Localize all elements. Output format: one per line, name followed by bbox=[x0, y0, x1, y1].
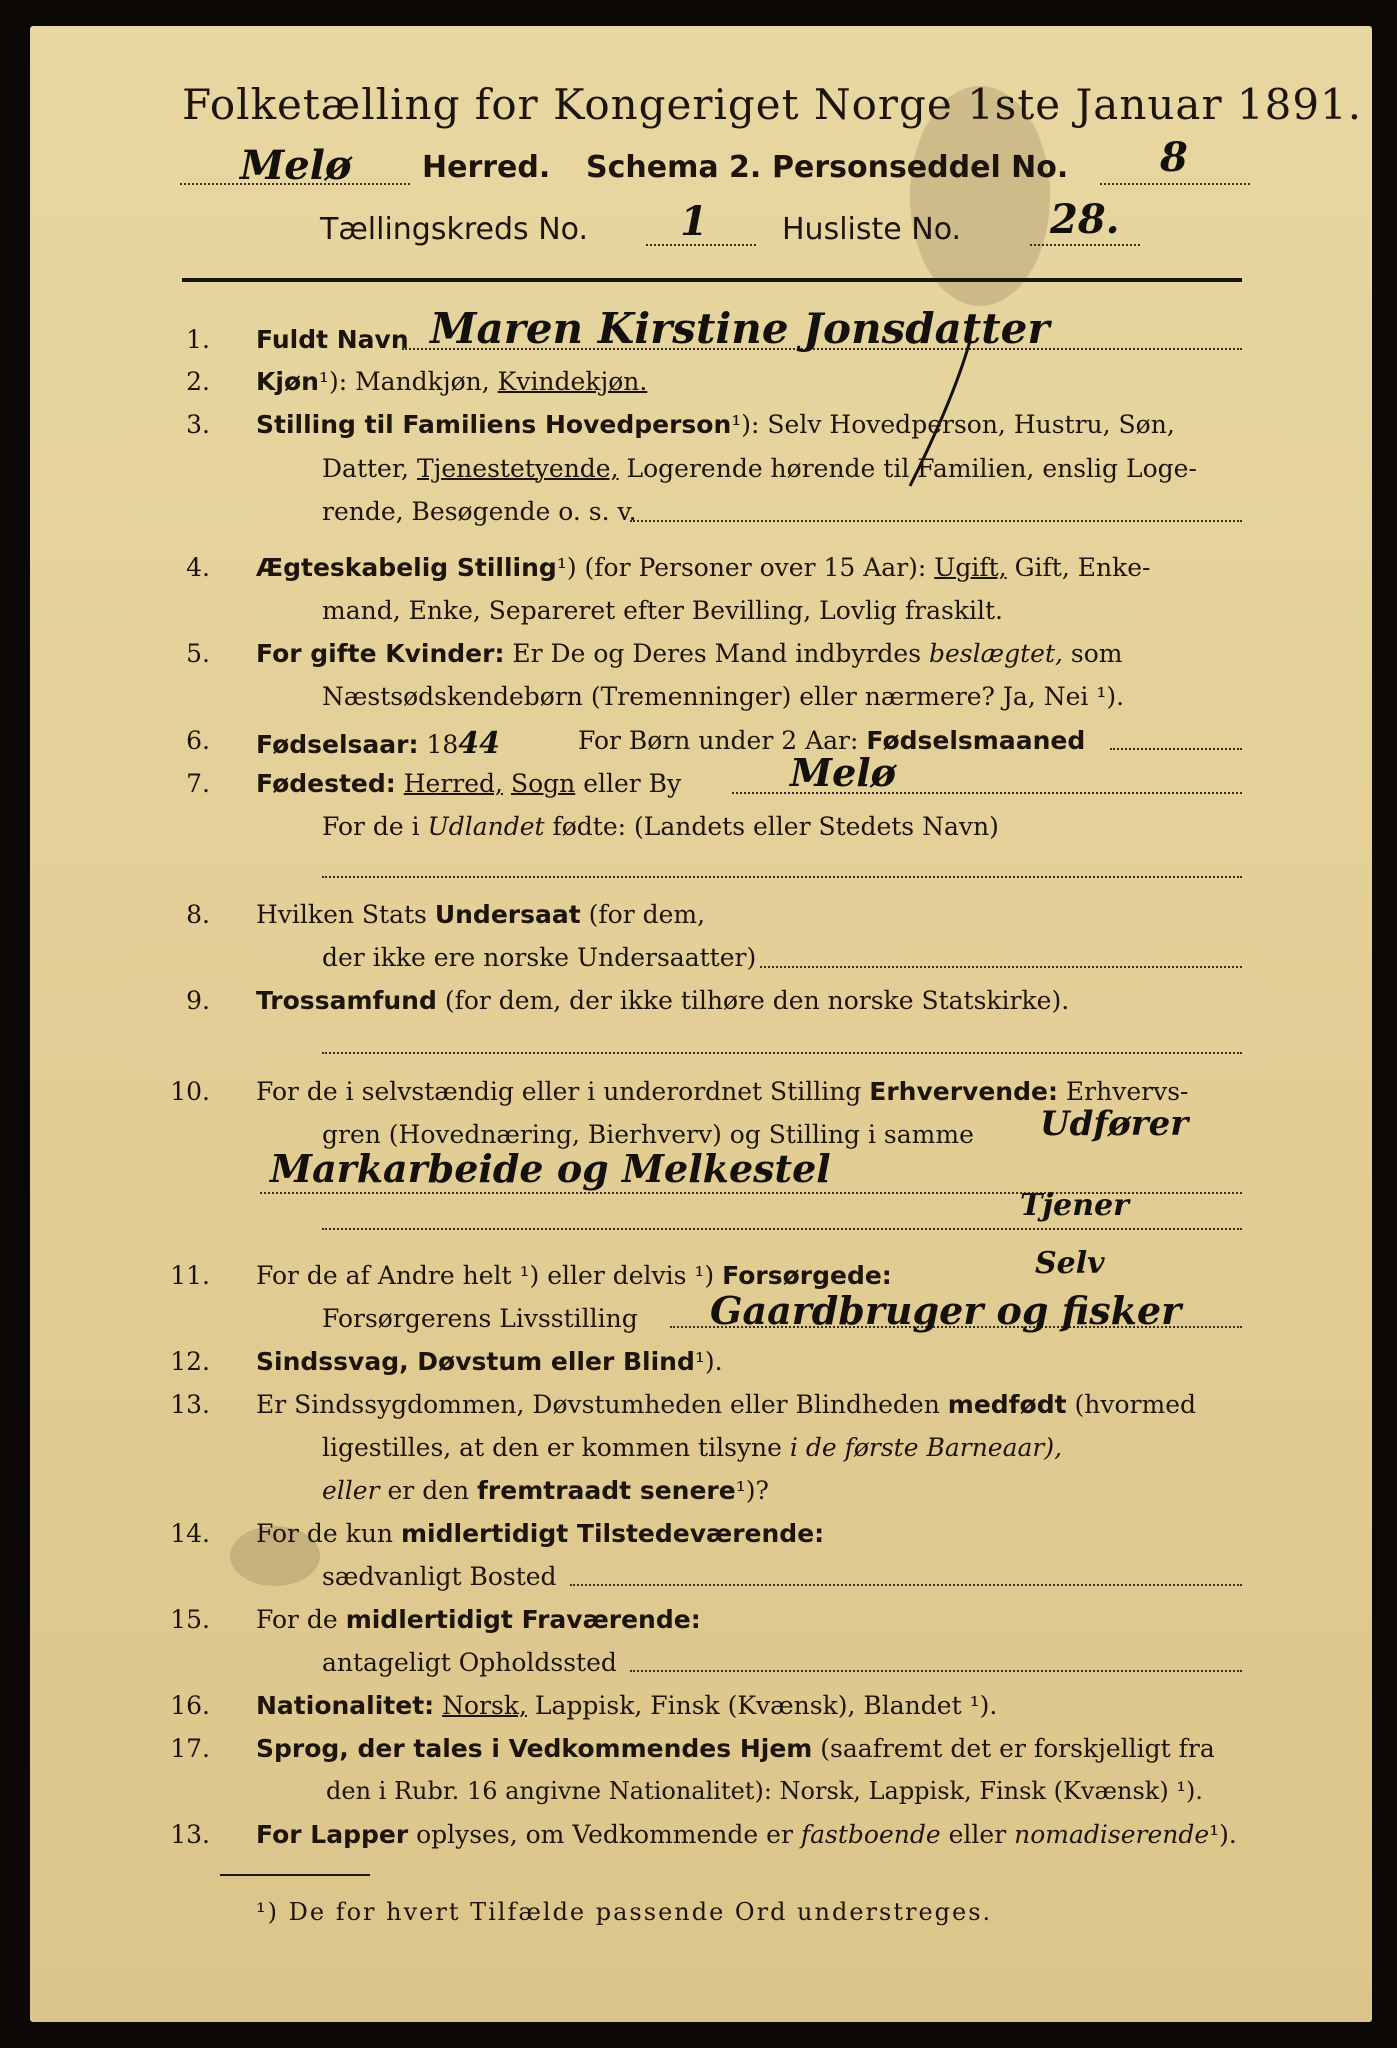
q3-text: ¹): Selv Hovedperson, Hustru, Søn, bbox=[731, 410, 1175, 439]
item-number: 14. bbox=[170, 1519, 210, 1548]
footnote-rule bbox=[220, 1874, 370, 1876]
personseddel-label: Personseddel No. bbox=[772, 150, 1069, 185]
item-number: 2. bbox=[186, 367, 210, 396]
item-number: 6. bbox=[186, 726, 210, 755]
q8-undersaat: Undersaat bbox=[434, 900, 581, 929]
q5-beslaegtet: beslægtet, bbox=[929, 639, 1063, 668]
item-number: 16. bbox=[170, 1691, 210, 1720]
item-number: 8. bbox=[186, 900, 210, 929]
q18-nomadiserende: nomadiserende bbox=[1014, 1820, 1210, 1849]
q7-sogn: Sogn bbox=[510, 769, 576, 798]
q18-text2: ¹). bbox=[1209, 1820, 1237, 1849]
header-rule bbox=[182, 278, 1242, 282]
occupation-value-3: Tjener bbox=[1020, 1188, 1129, 1223]
q13-eller: eller bbox=[322, 1476, 380, 1505]
q3-label: Stilling til Familiens Hovedperson bbox=[256, 410, 732, 439]
q4-text2: Gift, Enke- bbox=[1014, 553, 1151, 582]
q7-text2: For de i bbox=[322, 812, 420, 841]
q8-text: Hvilken Stats bbox=[256, 900, 427, 929]
q17-text: (saafremt det er forskjelligt fra bbox=[820, 1734, 1215, 1763]
q17-label: Sprog, der tales i Vedkommendes Hjem bbox=[256, 1734, 813, 1763]
item-number: 1. bbox=[186, 325, 210, 354]
item-number: 7. bbox=[186, 769, 210, 798]
item-number: 13. bbox=[170, 1820, 210, 1849]
q18-eller: eller bbox=[948, 1820, 1007, 1849]
q13-barneaar: i de første Barneaar), bbox=[789, 1433, 1063, 1462]
q12-text: ¹). bbox=[694, 1347, 723, 1376]
q16-norsk: Norsk, bbox=[442, 1691, 527, 1720]
item-number: 4. bbox=[186, 553, 210, 582]
q5-som: som bbox=[1070, 639, 1123, 668]
q7-text: eller By bbox=[583, 769, 682, 798]
q2-label: Kjøn bbox=[256, 367, 319, 396]
herred-label: Herred. bbox=[422, 150, 551, 185]
husliste-value: 28. bbox=[1050, 196, 1120, 243]
kreds-label: Tællingskreds No. bbox=[320, 212, 588, 247]
q13-text3: ligestilles, at den er kommen tilsyne bbox=[322, 1433, 782, 1462]
census-form-sheet bbox=[30, 26, 1372, 2022]
q3-text2: Logerende hørende til Familien, enslig Loge- bbox=[626, 454, 1197, 483]
q16-label: Nationalitet: bbox=[256, 1691, 435, 1720]
item-number: 17. bbox=[170, 1734, 210, 1763]
q8-text3: der ikke ere norske Undersaatter) bbox=[322, 943, 757, 972]
item-number: 10. bbox=[170, 1077, 210, 1106]
q6-18: 18 bbox=[426, 730, 459, 759]
q2-text: ¹): Mandkjøn, bbox=[318, 367, 490, 396]
item-number: 9. bbox=[186, 986, 210, 1015]
q4-text3: mand, Enke, Separeret efter Bevilling, Lovlig fraskilt. bbox=[322, 596, 1003, 625]
q13-fremtraadt: fremtraadt senere bbox=[477, 1476, 736, 1505]
q14-label: midlertidigt Tilstedeværende: bbox=[400, 1519, 825, 1548]
husliste-label: Husliste No. bbox=[782, 212, 962, 247]
supported-value: Selv bbox=[1035, 1246, 1105, 1281]
q10-erhvervende: Erhvervende: bbox=[869, 1077, 1058, 1106]
q16-text: Lappisk, Finsk (Kvænsk), Blandet ¹). bbox=[534, 1691, 998, 1720]
q1-label: Fuldt Navn bbox=[256, 325, 409, 354]
item-number: 11. bbox=[170, 1261, 210, 1290]
q13-text4: er den bbox=[387, 1476, 470, 1505]
q18-fastboende: fastboende bbox=[800, 1820, 941, 1849]
item-number: 3. bbox=[186, 410, 210, 439]
birth-year-value: 44 bbox=[458, 726, 501, 761]
q11-text: For de af Andre helt ¹) eller delvis ¹) bbox=[256, 1261, 715, 1290]
q10-text3: gren (Hovednæring, Bierhverv) og Stilling i samme bbox=[322, 1120, 974, 1149]
q7-udlandet: Udlandet bbox=[427, 812, 545, 841]
q13-text2: (hvormed bbox=[1074, 1390, 1197, 1419]
q15-label: midlertidigt Fraværende: bbox=[345, 1605, 701, 1634]
item-number: 5. bbox=[186, 639, 210, 668]
q6-text: For Børn under 2 Aar: bbox=[578, 726, 859, 755]
personseddel-value: 8 bbox=[1160, 134, 1188, 181]
q4-label: Ægteskabelig Stilling bbox=[256, 553, 557, 582]
item-number: 12. bbox=[170, 1347, 210, 1376]
form-title: Folketælling for Kongeriget Norge 1ste Januar 1891. bbox=[182, 80, 1363, 129]
q13-medfodt: medfødt bbox=[947, 1390, 1067, 1419]
q7-herred: Herred, bbox=[403, 769, 503, 798]
q9-label: Trossamfund bbox=[256, 986, 437, 1015]
q13-text: Er Sindssygdommen, Døvstumheden eller Blindheden bbox=[256, 1390, 940, 1419]
q10-text: For de i selvstændig eller i underordnet Stilling bbox=[256, 1077, 862, 1106]
provider-occupation-value: Gaardbruger og fisker bbox=[710, 1288, 1182, 1333]
item-number: 15. bbox=[170, 1605, 210, 1634]
q14-text2: sædvanligt Bosted bbox=[322, 1562, 557, 1591]
q10-text2: Erhvervs- bbox=[1065, 1077, 1189, 1106]
schema-label: Schema 2. bbox=[586, 150, 762, 185]
q3-text3: rende, Besøgende o. s. v. bbox=[322, 497, 637, 526]
footnote: ¹) De for hvert Tilfælde passende Ord understreges. bbox=[256, 1898, 993, 1926]
q8-text2: (for dem, bbox=[588, 900, 706, 929]
item-number: 13. bbox=[170, 1390, 210, 1419]
full-name-value: Maren Kirstine Jonsdatter bbox=[430, 304, 1050, 353]
q18-label: For Lapper bbox=[256, 1820, 409, 1849]
kreds-value: 1 bbox=[680, 198, 708, 245]
q13-text5: ¹)? bbox=[735, 1476, 769, 1505]
q9-text: (for dem, der ikke tilhøre den norske Statskirke). bbox=[444, 986, 1070, 1015]
occupation-value-2: Markarbeide og Melkestel bbox=[270, 1146, 831, 1191]
occupation-value-1: Udfører bbox=[1040, 1104, 1189, 1144]
q4-ugift: Ugift, bbox=[934, 553, 1007, 582]
q4-text: ¹) (for Personer over 15 Aar): bbox=[556, 553, 927, 582]
q14-text: For de kun bbox=[256, 1519, 394, 1548]
q5-text2: Næstsødskendebørn (Tremenninger) eller nærmere? Ja, Nei ¹). bbox=[322, 682, 1125, 711]
q5-text: Er De og Deres Mand indbyrdes bbox=[512, 639, 922, 668]
q17-text2: den i Rubr. 16 angivne Nationalitet): Norsk, Lappisk, Finsk (Kvænsk) ¹). bbox=[326, 1777, 1203, 1805]
q15-text2: antageligt Opholdssted bbox=[322, 1648, 617, 1677]
q7-label: Fødested: bbox=[256, 769, 396, 798]
q3-tjenestetyende: Tjenestetyende, bbox=[416, 454, 619, 483]
q7-text3: fødte: (Landets eller Stedets Navn) bbox=[552, 812, 999, 841]
q11-forsorgede: Forsørgede: bbox=[722, 1261, 892, 1290]
q5-label: For gifte Kvinder: bbox=[256, 639, 505, 668]
q2-kvindekjon: Kvindekjøn. bbox=[497, 367, 648, 396]
q15-text: For de bbox=[256, 1605, 338, 1634]
q6-fodselsmaaned: Fødselsmaaned bbox=[866, 726, 1086, 755]
q3-datter: Datter, bbox=[322, 454, 409, 483]
q12-label: Sindssvag, Døvstum eller Blind bbox=[256, 1347, 695, 1376]
herred-value: Melø bbox=[240, 142, 352, 189]
q18-text: oplyses, om Vedkommende er bbox=[416, 1820, 793, 1849]
q6-label: Fødselsaar: bbox=[256, 730, 419, 759]
birthplace-value: Melø bbox=[790, 750, 897, 795]
q11-text2: Forsørgerens Livsstilling bbox=[322, 1304, 638, 1333]
